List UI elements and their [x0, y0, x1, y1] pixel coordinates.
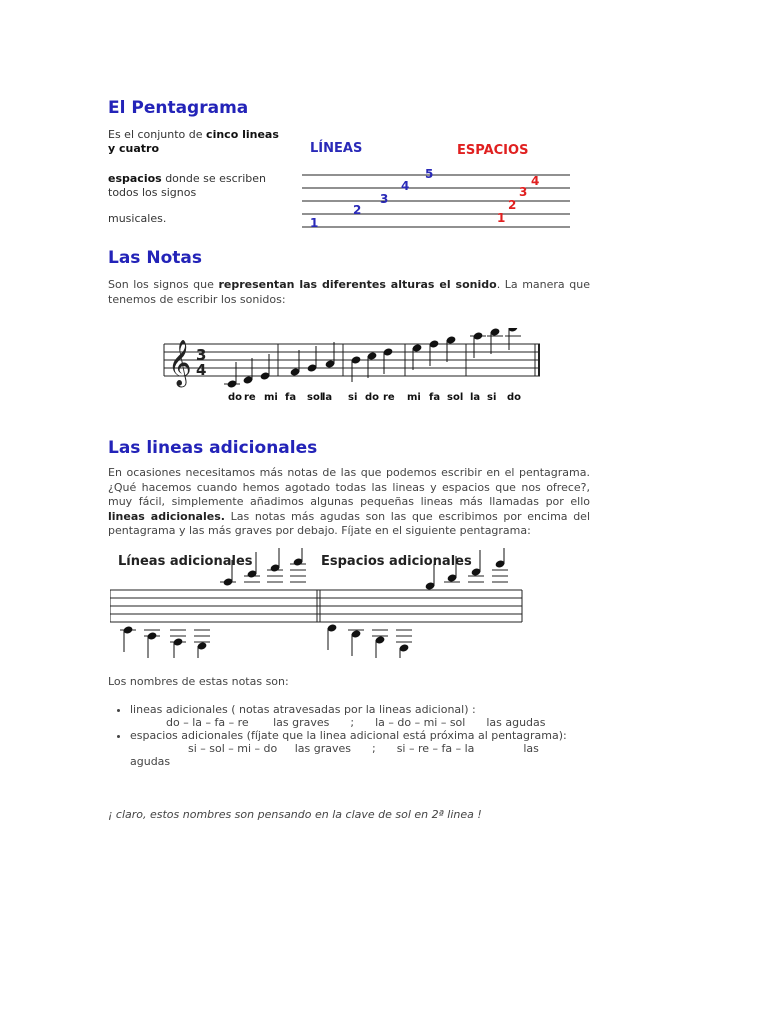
scale-notes: [224, 328, 521, 389]
scale-staff-figure: [160, 328, 550, 408]
scale-note-name: mi: [264, 392, 278, 403]
scale-note-name: do: [507, 392, 522, 403]
closing-note: ¡ claro, estos nombres son pensando en la clave de sol en 2ª linea !: [108, 808, 482, 821]
space-number-4: 4: [531, 174, 540, 188]
treble-clef-icon: 𝄞: [168, 340, 192, 386]
scale-note-name: si: [487, 392, 497, 403]
line-number-2: 2: [353, 203, 362, 217]
time-signature-bottom: 4: [196, 361, 207, 379]
list-item-subtext: agudas: [130, 755, 171, 768]
list-item: [130, 729, 620, 768]
fig-label-espacios-adicionales: Espacios adicionales: [321, 554, 472, 569]
line-number-4: 4: [401, 179, 410, 193]
espacios-label: ESPACIOS: [457, 143, 529, 158]
time-signature-top: 3: [196, 346, 207, 364]
section-title-notas: Las Notas: [108, 248, 202, 268]
scale-note-name: sol: [307, 392, 324, 403]
scale-note-name: fa: [429, 392, 441, 403]
scale-note-name: si: [348, 392, 358, 403]
scale-note-name: re: [244, 392, 256, 403]
scale-note-name: la: [322, 392, 333, 403]
notas-paragraph: [108, 278, 590, 307]
line-number-1: 1: [310, 216, 319, 230]
space-number-1: 1: [497, 211, 506, 225]
desc-bold-cinco-lineas: cinco lineas: [206, 128, 279, 141]
lineas-adicionales-paragraph: [108, 466, 590, 539]
staff-lines-spaces-figure: [300, 135, 575, 230]
names-intro: Los nombres de estas notas son:: [108, 675, 289, 688]
space-number-3: 3: [519, 185, 528, 199]
scale-note-name: fa: [285, 392, 297, 403]
scale-note-name: re: [383, 392, 395, 403]
list-item-subtext: do – la – fa – re las graves ; la – do – mi – sol las agudas: [166, 716, 546, 729]
desc-bold-y-cuatro: y cuatro: [108, 142, 160, 155]
desc-text: todos los signos: [108, 186, 197, 199]
section-title-pentagrama: El Pentagrama: [108, 98, 249, 118]
scale-note-name: mi: [407, 392, 421, 403]
space-number-2: 2: [508, 198, 517, 212]
list-item-subtext: si – sol – mi – do las graves ; si – re – fa – la las: [188, 742, 539, 755]
desc-text: donde se escriben: [161, 172, 266, 185]
line-number-3: 3: [380, 192, 389, 206]
scale-note-name: la: [470, 392, 481, 403]
scale-note-name: do: [365, 392, 380, 403]
list-item: [130, 703, 620, 729]
scale-note-name: sol: [447, 392, 464, 403]
fig-label-lineas-adicionales: Líneas adicionales: [118, 554, 253, 569]
desc-bold-espacios: espacios: [108, 172, 162, 185]
line-number-5: 5: [425, 167, 434, 181]
section-title-lineas-adicionales: Las lineas adicionales: [108, 438, 318, 458]
scale-note-name: do: [228, 392, 243, 403]
paragraph-bold: representan las diferentes alturas el sonido: [218, 278, 497, 291]
list-item-text: lineas adicionales ( notas atravesadas por la lineas adicional) :: [130, 703, 476, 716]
paragraph-text: En ocasiones necesitamos más notas de las que podemos escribir en el pentagrama. ¿Qué hacemos cuando hemos agotado todas las lineas y espacios que nos ofrece?, muy fácil, simplemente añadimos algunas pequeñas lineas más llamadas por ello: [108, 466, 590, 508]
ledger-lines-figure: [110, 548, 530, 658]
paragraph-text: Son los signos que: [108, 278, 219, 291]
list-item-text: espacios adicionales (fíjate que la linea adicional está próxima al pentagrama):: [130, 729, 567, 742]
pentagrama-description: [108, 128, 288, 226]
lineas-label: LÍNEAS: [310, 141, 363, 156]
scale-note-names: [228, 392, 521, 403]
paragraph-bold: lineas adicionales.: [108, 509, 225, 523]
note-names-list: [108, 703, 620, 768]
paragraph-text: . La manera que tenemos de escribir los sonidos:: [108, 278, 590, 306]
paragraph-text: Las notas más agudas son las que escribimos por encima del pentagrama y las más graves por debajo. Fíjate en el siguiente pentagrama:: [108, 509, 591, 537]
desc-text: Es el conjunto de: [108, 128, 207, 141]
desc-text: musicales.: [108, 212, 167, 225]
